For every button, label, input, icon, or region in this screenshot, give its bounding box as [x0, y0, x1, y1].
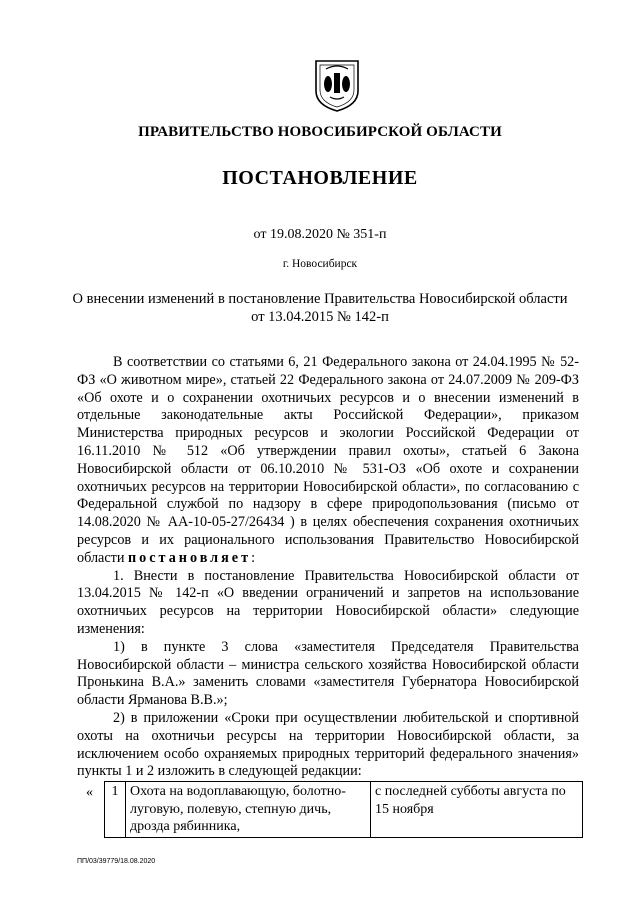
row-description: Охота на водоплавающую, болотно-луговую, полевую, степную дичь, дрозда рябинника,: [126, 782, 371, 838]
subject: [60, 290, 580, 326]
open-quote: «: [86, 785, 93, 800]
document-body: [77, 354, 579, 781]
date-and-number: от 19.08.2020 № 351-п: [253, 227, 387, 242]
item-1: 1. Внести в постановление Правительства Новосибирской области от 13.04.2015 № 142-п «О введении ограничений и запретов на использование охотничьих ресурсов на территории Новосибирской области» следующие изменения:: [77, 567, 579, 637]
preamble-paragraph: [77, 354, 579, 568]
city: г. Новосибирск: [282, 258, 358, 270]
schedule-table: [104, 781, 583, 838]
document-type: ПОСТАНОВЛЕНИЕ: [222, 167, 418, 189]
subject-line-1: О внесении изменений в постановление Правительства Новосибирской области: [72, 291, 568, 307]
preamble-text: В соответствии со статьями 6, 21 Федерального закона от 24.04.1995 № 52-ФЗ «О животном мире», статьей 22 Федерального закона от 24.07.2009 № 209-ФЗ «Об охоте и о сохранении охотничьих ресурсов и о внесении изменений в отдельные законодательные акты Российской Федерации», приказом Министерства природных ресурсов и экологии Российской Федерации от 16.11.2010 № 512 «Об утверждении правил охоты», статьей 6 Закона Новосибирской области от 06.10.2010 № 531-ОЗ «Об охоте и сохранении охотничьих ресурсов на территории Новосибирской области», по согласованию с Федеральной службой по надзору в сфере природопользования (письмо от 14.08.2020 № АА-10-05-27/26434 ) в целях обеспечения сохранения охотничьих ресурсов и их рационального использования Правительство Новосибирской области: [77, 354, 579, 566]
subject-line-2: от 13.04.2015 № 142-п: [251, 309, 389, 325]
item-1-2: 2) в приложении «Сроки при осуществлении любительской и спортивной охоты на охотничьи ресурсы на территории Новосибирской области, за исключением особо охраняемых природных территорий федерального значения» пункты 1 и 2 изложить в следующей редакции:: [77, 709, 579, 780]
decree-end: :: [251, 549, 256, 566]
decree-word: постановляет: [127, 549, 252, 566]
row-number: 1: [105, 782, 126, 838]
footer-code: ПП/03/39779/18.08.2020: [77, 858, 156, 865]
organization-name: ПРАВИТЕЛЬСТВО НОВОСИБИРСКОЙ ОБЛАСТИ: [138, 124, 502, 140]
coat-of-arms-icon: [312, 57, 362, 113]
item-1-1: 1) в пункте 3 слова «заместителя Председателя Правительства Новосибирской области – министра сельского хозяйства Новосибирской области Пронькина В.А.» заменить словами «заместителя Губернатора Новосибирской области Ярманова В.В.»;: [77, 638, 579, 709]
table-row: [105, 782, 583, 838]
row-period: с последней субботы августа по 15 ноября: [371, 782, 583, 838]
